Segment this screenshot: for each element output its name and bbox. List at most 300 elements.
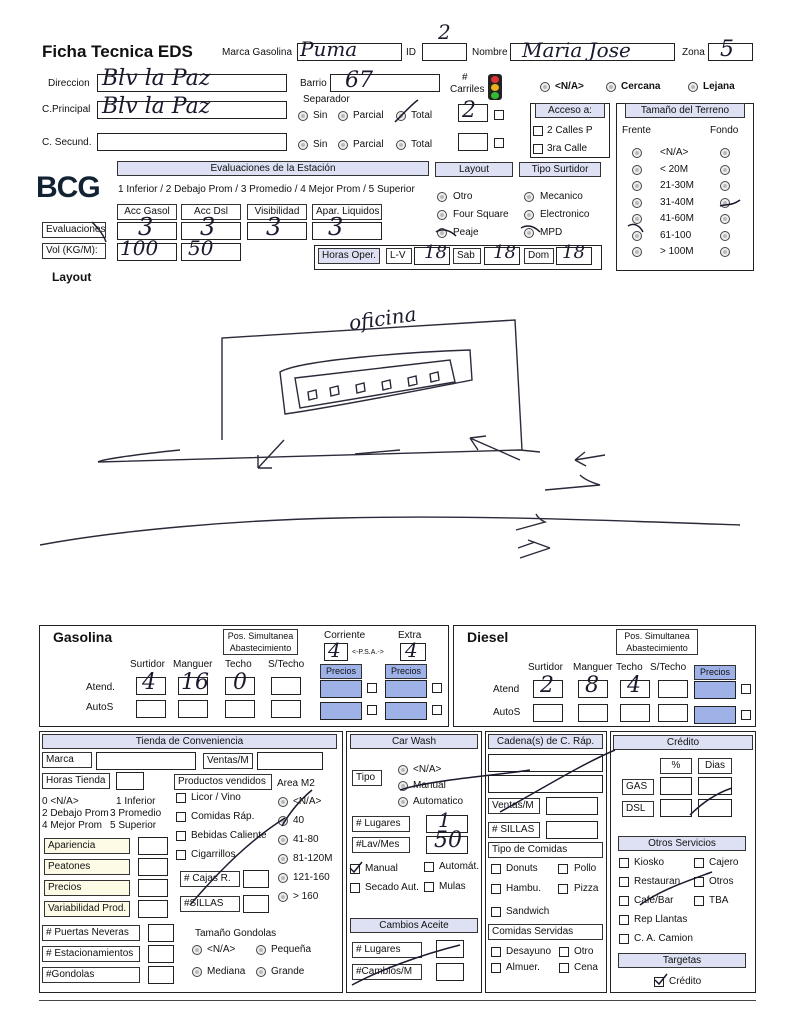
sep1-total-radio[interactable] [396, 111, 406, 121]
tienda-rating-label: Variabilidad Prod. [44, 901, 130, 917]
layout-otro-radio[interactable] [437, 192, 447, 202]
terreno-option-label: 41-60M [660, 213, 694, 224]
cadena-pizza-label: Pizza [574, 883, 599, 894]
gasolina-atend-label: Atend. [86, 682, 115, 693]
sep2-sin-radio[interactable] [298, 140, 308, 150]
gasolina-corriente-value: 4 [328, 638, 341, 662]
tienda-producto-checkbox[interactable] [176, 812, 186, 822]
tienda-area-radio[interactable] [278, 854, 288, 864]
carwash-manual-cb-label: Manual [365, 863, 398, 874]
tienda-horas-label: Horas Tienda [42, 773, 110, 789]
cadena-sillas-field[interactable] [546, 821, 598, 839]
lejana-radio[interactable] [688, 82, 698, 92]
carwash-tipo-label: Tipo [352, 770, 382, 786]
tienda-area-label: 40 [293, 815, 305, 826]
tienda-producto-label: Cigarrillos [191, 849, 236, 860]
terreno-option-label: > 100M [660, 246, 694, 257]
cadena-name-1[interactable] [488, 754, 603, 772]
evaluaciones-row-label: Evaluaciones [42, 222, 106, 238]
otros-label: Cajero [709, 857, 739, 868]
diesel-autos-manguer[interactable] [578, 704, 608, 722]
otros-checkbox[interactable] [694, 896, 704, 906]
tienda-producto-checkbox[interactable] [176, 793, 186, 803]
eval-visibilidad-value: 3 [266, 213, 282, 241]
credito-dsl-dias[interactable] [698, 799, 732, 817]
eval-acc-gasol-value: 3 [138, 213, 154, 241]
form-title: Ficha Tecnica EDS [42, 42, 193, 61]
terreno-option-label: <N/A> [660, 147, 689, 158]
sep2-parcial-label: Parcial [353, 139, 384, 150]
otros-label: Rep Llantas [634, 914, 688, 925]
gondola-grande-radio[interactable] [256, 967, 266, 977]
terreno-frente-radio[interactable] [632, 181, 642, 191]
targetas-credito-label: Crédito [669, 976, 702, 987]
credito-gas-pct[interactable] [660, 777, 692, 795]
carriles-value: 2 [462, 98, 476, 123]
acceso-3calle-label: 3ra Calle [547, 143, 588, 154]
tienda-marca-label: Marca [42, 752, 92, 768]
tienda-area-label: <N/A> [293, 796, 322, 807]
tienda-area-radio[interactable] [278, 797, 288, 807]
cadena-pollo-checkbox[interactable] [558, 864, 568, 874]
tienda-legend-1: 1 Inferior [116, 796, 156, 807]
tienda-rating-label: Apariencia [44, 838, 130, 854]
carwash-manual-radio[interactable] [398, 781, 408, 791]
carwash-mulas-label: Mulas [439, 881, 466, 892]
gasolina-title: Gasolina [53, 629, 113, 645]
diesel-precio-autos-cb[interactable] [741, 710, 751, 720]
gondola-grande-label: Grande [271, 966, 305, 977]
id-field[interactable] [422, 43, 467, 61]
otros-label: Restauran [634, 876, 681, 887]
otros-checkbox[interactable] [619, 934, 629, 944]
terreno-frente-radio[interactable] [632, 165, 642, 175]
surtidor-type-title: Tipo Surtidor [519, 162, 601, 177]
terreno-fondo-radio[interactable] [720, 247, 730, 257]
carwash-na-radio[interactable] [398, 765, 408, 775]
terreno-frente-radio[interactable] [632, 148, 642, 158]
terreno-frente-label: Frente [622, 125, 651, 136]
carwash-lugares-value: 1 [438, 808, 451, 832]
gasolina-extra-value: 4 [405, 638, 418, 662]
gasolina-pos-sim: Pos. Simultanea Abastecimiento [223, 629, 298, 655]
cadena-desayuno-label: Desayuno [506, 946, 552, 957]
tienda-estacionamientos-field[interactable] [148, 945, 174, 963]
col-acc-dsl: Acc Dsl [181, 204, 241, 220]
cambios-cambios-field[interactable] [436, 963, 464, 981]
gasolina-precios-1: Precios [320, 664, 362, 679]
vol-dsl-value: 50 [188, 236, 214, 260]
id-value: 2 [438, 20, 451, 44]
otros-checkbox[interactable] [619, 877, 629, 887]
gasolina-precio-autos-cb-2[interactable] [432, 705, 442, 715]
tienda-area-label: 81-120M [293, 853, 333, 864]
terreno-fondo-radio[interactable] [720, 181, 730, 191]
terreno-fondo-radio[interactable] [720, 214, 730, 224]
tienda-cajas-label: # Cajas R. [180, 871, 240, 887]
evaluaciones-legend: 1 Inferior / 2 Debajo Prom / 3 Promedio / 4 Mejor Prom / 5 Superior [118, 184, 415, 195]
tienda-horas-field[interactable] [116, 772, 144, 790]
gasolina-precio-autos-cb-1[interactable] [367, 705, 377, 715]
layout-foursquare-radio[interactable] [437, 210, 447, 220]
gasolina-autos-stecho[interactable] [271, 700, 301, 718]
vol-label: Vol (KG/M): [42, 243, 106, 259]
carwash-automat-label: Automát. [439, 861, 480, 872]
cadena-sandwich-checkbox[interactable] [491, 907, 501, 917]
gasolina-precio-atend-cb-1[interactable] [367, 683, 377, 693]
sep2-total-radio[interactable] [396, 140, 406, 150]
cadena-almuer-label: Almuer. [506, 962, 540, 973]
diesel-autos-stecho[interactable] [658, 704, 688, 722]
gasolina-col-techo: Techo [225, 659, 252, 670]
horas-sab-label: Sab [453, 248, 481, 264]
cadena-tipo-comidas: Tipo de Comidas [488, 842, 603, 858]
sep1-parcial-label: Parcial [353, 110, 384, 121]
cambios-title: Cambios Aceite [350, 918, 478, 933]
diesel-autos-surtidor[interactable] [533, 704, 563, 722]
diesel-atend-stecho[interactable] [658, 680, 688, 698]
tienda-legend-0: 0 <N/A> [42, 796, 79, 807]
lejana-label: Lejana [703, 81, 735, 92]
id-label: ID [406, 47, 416, 58]
diesel-precio-atend[interactable] [694, 681, 736, 699]
sketch-oficina-label: oficina [347, 301, 418, 335]
gasolina-psa: <-P.S.A.-> [352, 649, 384, 656]
layout-otro-label: Otro [453, 191, 473, 202]
gasolina-col-manguer: Manguer [173, 659, 213, 670]
sep1-sin-label: Sin [313, 110, 328, 121]
otros-checkbox[interactable] [619, 896, 629, 906]
nombre-label: Nombre [472, 47, 508, 58]
surtidor-electronico-radio[interactable] [524, 210, 534, 220]
cambios-cambios-label: #Cambios/M [352, 964, 422, 980]
credito-dsl-label: DSL [622, 801, 654, 817]
gasolina-col-stecho: S/Techo [268, 659, 305, 670]
cadena-desayuno-checkbox[interactable] [491, 947, 501, 957]
carriles-label: Carriles [450, 84, 485, 95]
col-acc-gasol: Acc Gasol [117, 204, 177, 220]
carwash-secado-checkbox[interactable] [350, 883, 360, 893]
carwash-lugares-label: # Lugares [352, 816, 410, 832]
terreno-fondo-radio[interactable] [720, 198, 730, 208]
gasolina-atend-stecho[interactable] [271, 677, 301, 695]
tienda-sillas-label: #SILLAS [180, 896, 240, 912]
horas-label: Horas Oper. [318, 248, 380, 264]
traffic-light-icon [488, 74, 502, 100]
carriles-hash: # [462, 72, 468, 83]
otros-checkbox[interactable] [694, 877, 704, 887]
col-apar-liquidos: Apar. Liquidos [312, 204, 382, 220]
otros-label: Kiosko [634, 857, 665, 868]
diesel-autos-label: AutoS [493, 707, 521, 718]
carwash-na-label: <N/A> [413, 764, 442, 775]
otros-checkbox[interactable] [694, 858, 704, 868]
carwash-secado-label: Secado Aut. [365, 882, 419, 893]
otros-checkbox[interactable] [619, 858, 629, 868]
credito-title: Crédito [613, 735, 753, 750]
gasolina-surtidor-value: 4 [142, 670, 156, 695]
carwash-lav-label: #Lav/Mes [352, 837, 410, 853]
credito-gas-dias[interactable] [698, 777, 732, 795]
gasolina-precio-autos-2[interactable] [385, 702, 427, 720]
eval-apar-value: 3 [328, 213, 344, 241]
carwash-automatico-radio[interactable] [398, 797, 408, 807]
cadena-cena-label: Cena [574, 962, 598, 973]
csecund-label: C. Secund. [42, 137, 92, 148]
tienda-area-label: 121-160 [293, 872, 330, 883]
tienda-legend-4: 4 Mejor Prom [42, 820, 103, 831]
targetas-title: Targetas [618, 953, 746, 968]
cadena-donuts-checkbox[interactable] [491, 864, 501, 874]
bcg-logo: BCG [36, 171, 100, 204]
cambios-lugares-label: # Lugares [352, 942, 422, 958]
gondola-na-label: <N/A> [207, 944, 236, 955]
gasolina-extra-label: Extra [398, 630, 422, 641]
diesel-precios: Precios [694, 665, 736, 680]
carwash-automat-checkbox[interactable] [424, 862, 434, 872]
acceso-2calles-label: 2 Calles P [547, 125, 593, 136]
tienda-puertas-field[interactable] [148, 924, 174, 942]
cprincipal-label: C.Principal [42, 104, 91, 115]
carwash-title: Car Wash [350, 734, 478, 749]
credito-dsl-pct[interactable] [660, 799, 692, 817]
terreno-fondo-radio[interactable] [720, 165, 730, 175]
tienda-producto-checkbox[interactable] [176, 831, 186, 841]
tienda-rating-field[interactable] [138, 858, 168, 876]
diesel-precio-atend-cb[interactable] [741, 684, 751, 694]
gasolina-precio-atend-2[interactable] [385, 680, 427, 698]
cadena-otro-checkbox[interactable] [559, 947, 569, 957]
targetas-credito-checkbox[interactable] [654, 977, 664, 987]
gondola-na-radio[interactable] [192, 945, 202, 955]
cadena-ventas-field[interactable] [546, 797, 598, 815]
separador-label: Separador [303, 94, 350, 105]
layout-type-title: Layout [435, 162, 513, 177]
tienda-cajas-field[interactable] [243, 870, 269, 888]
cadena-hambu-checkbox[interactable] [491, 884, 501, 894]
marca-value: Puma [300, 37, 358, 61]
tienda-gondolas-label: #Gondolas [42, 967, 140, 983]
otros-checkbox[interactable] [619, 915, 629, 925]
horas-lv-label: L-V [386, 248, 412, 264]
tienda-puertas-label: # Puertas Neveras [42, 925, 140, 941]
nombre-value: Maria Jose [522, 38, 631, 62]
tienda-area-label: Area M2 [277, 778, 315, 789]
acceso-2calles-checkbox[interactable] [533, 126, 543, 136]
surtidor-electronico-label: Electronico [540, 209, 590, 220]
gasolina-techo-value: 0 [233, 670, 247, 695]
otros-label: Café/Bar [634, 895, 674, 906]
tienda-productos-label: Productos vendidos [174, 774, 272, 790]
tienda-ventas-label: Ventas/M [203, 753, 253, 769]
tienda-marca-field[interactable] [96, 752, 196, 770]
diesel-pos-sim: Pos. Simultanea Abastecimiento [616, 629, 698, 655]
cadena-pizza-checkbox[interactable] [558, 884, 568, 894]
acceso-title: Acceso a: [535, 103, 605, 118]
terreno-fondo-radio[interactable] [720, 231, 730, 241]
terreno-title: Tamaño del Terreno [625, 103, 745, 118]
tienda-producto-label: Licor / Vino [191, 792, 241, 803]
otros-title: Otros Servicios [618, 836, 746, 851]
gasolina-corriente-label: Corriente [324, 630, 366, 641]
diesel-autos-techo[interactable] [620, 704, 650, 722]
credito-pct-label: % [660, 758, 692, 774]
terreno-frente-radio[interactable] [632, 247, 642, 257]
cadena-donuts-label: Donuts [506, 863, 538, 874]
zona-label: Zona [682, 47, 705, 58]
tienda-rating-field[interactable] [138, 879, 168, 897]
terreno-option-label: < 20M [660, 163, 689, 175]
marca-label: Marca Gasolina [222, 47, 293, 58]
vol-gasol-value: 100 [120, 236, 159, 260]
zona-value: 5 [720, 37, 734, 62]
otros-label: C. A. Camion [634, 933, 693, 944]
sep1-sin-radio[interactable] [298, 111, 308, 121]
carwash-manual-label: Manual [413, 780, 446, 791]
cadena-hambu-label: Hambu. [506, 883, 542, 894]
layout-sketch [0, 290, 791, 620]
carwash-manual-checkbox[interactable] [350, 864, 360, 874]
gasolina-autos-surtidor[interactable] [136, 700, 166, 718]
tienda-estacionamientos-label: # Estacionamientos [42, 946, 140, 962]
surtidor-mecanico-radio[interactable] [524, 192, 534, 202]
tienda-sillas-field[interactable] [243, 895, 269, 913]
eval-apar-field[interactable] [312, 222, 382, 240]
layout-section-title: Layout [52, 270, 92, 284]
gasolina-autos-techo[interactable] [225, 700, 255, 718]
credito-dias-label: Dias [698, 758, 732, 774]
cambios-lugares-field[interactable] [436, 940, 464, 958]
gasolina-autos-label: AutoS [86, 702, 114, 713]
barrio-value: 67 [345, 68, 373, 93]
cadena-almuer-checkbox[interactable] [491, 963, 501, 973]
gondola-pequena-label: Pequeña [271, 944, 312, 955]
gondola-pequena-radio[interactable] [256, 945, 266, 955]
distance-na-radio[interactable] [540, 82, 550, 92]
diesel-col-manguer: Manguer [573, 662, 613, 673]
diesel-col-techo: Techo [616, 662, 643, 673]
terreno-option-label: 21-30M [660, 180, 694, 191]
distance-na-label: <N/A> [555, 81, 584, 92]
diesel-col-stecho: S/Techo [650, 662, 687, 673]
carwash-automatico-label: Automatico [413, 796, 464, 807]
gasolina-manguer-value: 16 [181, 670, 209, 695]
surtidor-mpd-label: MPD [540, 227, 563, 238]
otros-label: Otros [709, 876, 734, 887]
tienda-legend-5: 5 Superior [110, 820, 157, 831]
diesel-precio-autos[interactable] [694, 706, 736, 724]
cercana-radio[interactable] [606, 82, 616, 92]
carriles2-checkbox[interactable] [494, 138, 504, 148]
gasolina-precio-atend-1[interactable] [320, 680, 362, 698]
carriles-checkbox[interactable] [494, 110, 504, 120]
tienda-rating-field[interactable] [138, 900, 168, 918]
terreno-option-label: 31-40M [660, 196, 694, 208]
tienda-area-label: 41-80 [293, 834, 319, 845]
tienda-rating-label: Peatones [44, 859, 130, 875]
gasolina-autos-manguer[interactable] [178, 700, 208, 718]
surtidor-mpd-radio[interactable] [524, 228, 534, 238]
csecund-field[interactable] [97, 133, 287, 151]
cadena-name-2[interactable] [488, 775, 603, 793]
horas-sab-value: 18 [493, 242, 516, 263]
tienda-legend-3: 3 Promedio [110, 808, 162, 819]
sep1-parcial-radio[interactable] [338, 111, 348, 121]
layout-foursquare-label: Four Square [453, 209, 509, 220]
tienda-tam-gondolas-label: Tamaño Gondolas [195, 928, 277, 939]
cadena-pollo-label: Pollo [574, 863, 597, 874]
sep1-total-label: Total [411, 110, 433, 121]
layout-peaje-radio[interactable] [437, 228, 447, 238]
tienda-area-radio[interactable] [278, 892, 288, 902]
tienda-title: Tienda de Conveniencia [42, 734, 337, 749]
tienda-rating-field[interactable] [138, 837, 168, 855]
cadena-otro-label: Otro [574, 946, 594, 957]
sep2-parcial-radio[interactable] [338, 140, 348, 150]
diesel-col-surtidor: Surtidor [528, 662, 564, 673]
tienda-area-radio[interactable] [278, 816, 288, 826]
credito-gas-label: GAS [622, 779, 654, 795]
cadena-sandwich-label: Sandwich [506, 906, 550, 917]
carwash-mulas-checkbox[interactable] [424, 882, 434, 892]
otros-label: TBA [709, 895, 729, 906]
cadena-servidas: Comidas Servidas [488, 924, 603, 940]
gasolina-precios-2: Precios [385, 664, 427, 679]
tienda-producto-checkbox[interactable] [176, 850, 186, 860]
gasolina-precio-atend-cb-2[interactable] [432, 683, 442, 693]
tienda-gondolas-field[interactable] [148, 966, 174, 984]
terreno-fondo-radio[interactable] [720, 148, 730, 158]
cercana-label: Cercana [621, 81, 661, 92]
sep2-total-label: Total [411, 139, 433, 150]
carwash-lav-value: 50 [434, 828, 462, 853]
terreno-frente-radio[interactable] [632, 198, 642, 208]
gondola-mediana-radio[interactable] [192, 967, 202, 977]
diesel-atend-label: Atend [493, 684, 520, 695]
terreno-option-label: 61-100 [660, 229, 692, 241]
terreno-frente-radio[interactable] [632, 214, 642, 224]
acceso-3calle-checkbox[interactable] [533, 144, 543, 154]
diesel-title: Diesel [467, 629, 509, 645]
tienda-area-radio[interactable] [278, 835, 288, 845]
direccion-value: Blv la Paz [102, 66, 211, 91]
surtidor-mecanico-label: Mecanico [540, 191, 583, 202]
diesel-techo-value: 4 [627, 673, 641, 698]
terreno-fondo-label: Fondo [710, 125, 739, 136]
cadena-title: Cadena(s) de C. Ráp. [488, 734, 603, 749]
gasolina-precio-autos-1[interactable] [320, 702, 362, 720]
tienda-rating-label: Precios [44, 880, 130, 896]
gondola-mediana-label: Mediana [207, 966, 246, 977]
bottom-rule [39, 1000, 756, 1001]
layout-peaje-label: Peaje [453, 227, 479, 238]
horas-lv-value: 18 [424, 242, 447, 263]
carriles2-field[interactable] [458, 133, 488, 151]
diesel-manguer-value: 8 [585, 673, 599, 698]
tienda-producto-label: Bebidas Caliente [191, 830, 267, 841]
tienda-ventas-field[interactable] [257, 752, 323, 770]
eval-acc-dsl-value: 3 [200, 213, 216, 241]
diesel-surtidor-value: 2 [540, 673, 554, 698]
direccion-label: Direccion [48, 78, 90, 89]
terreno-frente-radio[interactable] [632, 231, 642, 241]
gasolina-col-surtidor: Surtidor [130, 659, 166, 670]
cprincipal-value: Blv la Paz [102, 94, 211, 119]
tienda-area-radio[interactable] [278, 873, 288, 883]
cadena-cena-checkbox[interactable] [559, 963, 569, 973]
horas-dom-value: 18 [562, 242, 585, 263]
tienda-producto-label: Comidas Ráp. [191, 811, 255, 822]
